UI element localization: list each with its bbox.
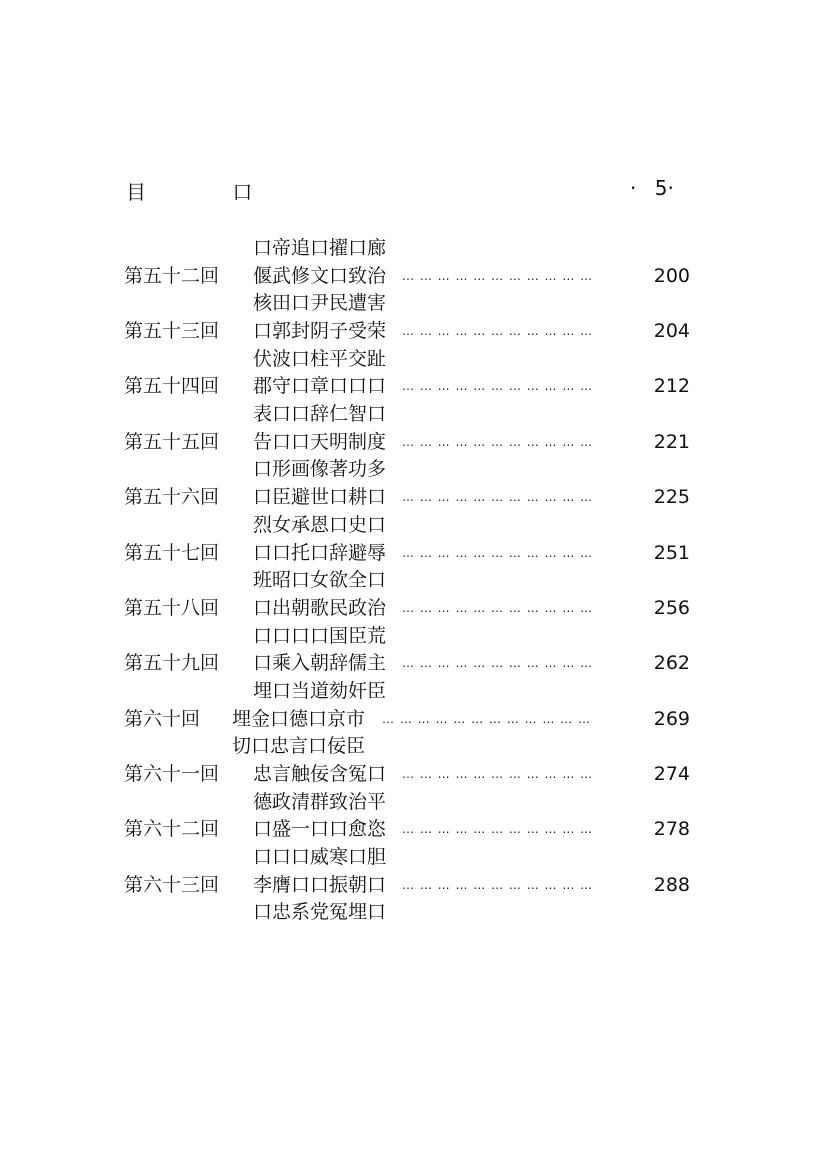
toc-subtitle-line: 班昭口女欲全口 xyxy=(253,569,387,591)
toc-page-number: 288 xyxy=(653,874,690,896)
toc-page-number: 251 xyxy=(653,542,690,564)
toc-page-number: 278 xyxy=(653,818,690,840)
toc-chapter-number: 第六十二回 xyxy=(124,818,220,840)
dot-leader: … … … … … … … … … … … xyxy=(402,822,594,836)
toc-chapter-title: 口盛一口口愈恣 xyxy=(253,818,387,840)
toc-chapter-number: 第六十回 xyxy=(124,708,201,730)
toc-page-number: 256 xyxy=(653,597,690,619)
toc-page-number: 221 xyxy=(653,431,690,453)
toc-subtitle-line: 口忠系党冤埋口 xyxy=(253,901,387,923)
toc-page-number: 204 xyxy=(653,320,690,342)
toc-chapter-title: 郡守口章口口口 xyxy=(253,375,387,397)
toc-chapter-number: 第六十一回 xyxy=(124,763,220,785)
toc-chapter-title: 口郭封阴子受荣 xyxy=(253,320,387,342)
dot-leader: … … … … … … … … … … … xyxy=(402,379,594,393)
toc-subtitle-line: 伏波口柱平交趾 xyxy=(253,348,387,370)
toc-page-number: 200 xyxy=(653,265,690,287)
toc-chapter-title: 埋金口德口京市 xyxy=(232,708,366,730)
toc-page-number: 225 xyxy=(653,486,690,508)
dot-leader: … … … … … … … … … … … xyxy=(402,656,594,670)
toc-page-number: 212 xyxy=(653,375,690,397)
toc-chapter-title: 偃武修文口致治 xyxy=(253,265,387,287)
toc-chapter-number: 第五十九回 xyxy=(124,652,220,674)
toc-chapter-number: 第五十二回 xyxy=(124,265,220,287)
dot-leader: … … … … … … … … … … … xyxy=(402,324,594,338)
dot-leader: … … … … … … … … … … … xyxy=(402,767,594,781)
dot-leader: … … … … … … … … … … … xyxy=(402,435,594,449)
toc-page-number: 269 xyxy=(653,708,690,730)
toc-subtitle-line: 口口口口国臣荒 xyxy=(253,625,387,647)
toc-chapter-title: 口出朝歌民政治 xyxy=(253,597,387,619)
toc-chapter-title: 李膺口口振朝口 xyxy=(253,874,387,896)
running-header-page-number: · 5· xyxy=(630,176,674,200)
toc-subtitle-line: 核田口尹民遭害 xyxy=(253,292,387,314)
toc-chapter-title: 口臣避世口耕口 xyxy=(253,486,387,508)
toc-page-number: 262 xyxy=(653,652,690,674)
toc-chapter-number: 第五十六回 xyxy=(124,486,220,508)
dot-leader: … … … … … … … … … … … xyxy=(402,878,594,892)
toc-chapter-title: 口口托口辞避辱 xyxy=(253,542,387,564)
toc-chapter-number: 第五十四回 xyxy=(124,375,220,397)
toc-chapter-number: 第五十五回 xyxy=(124,431,220,453)
toc-chapter-number: 第五十三回 xyxy=(124,320,220,342)
toc-chapter-number: 第五十八回 xyxy=(124,597,220,619)
dot-leader: … … … … … … … … … … … xyxy=(402,546,594,560)
toc-chapter-title: 口乘入朝辞儒主 xyxy=(253,652,387,674)
dot-leader: … … … … … … … … … … … xyxy=(402,269,594,283)
running-header-title: 目 口 xyxy=(126,180,293,204)
dot-leader: … … … … … … … … … … … … xyxy=(382,712,591,726)
toc-chapter-title: 告口口天明制度 xyxy=(253,431,387,453)
toc-subtitle-line: 口口口威寒口胆 xyxy=(253,846,387,868)
toc-subtitle-line: 德政清群致治平 xyxy=(253,791,387,813)
toc-subtitle-line: 口形画像著功多 xyxy=(253,458,387,480)
dot-leader: … … … … … … … … … … … xyxy=(402,601,594,615)
toc-subtitle-line: 切口忠言口佞臣 xyxy=(232,735,366,757)
toc-subtitle-line: 表口口辞仁智口 xyxy=(253,403,387,425)
toc-chapter-number: 第五十七回 xyxy=(124,542,220,564)
toc-subtitle-line: 烈女承恩口史口 xyxy=(253,514,387,536)
toc-chapter-title: 忠言触佞含冤口 xyxy=(253,763,387,785)
dot-leader: … … … … … … … … … … … xyxy=(402,490,594,504)
toc-subtitle-line: 埋口当道劾奸臣 xyxy=(253,680,387,702)
toc-page-number: 274 xyxy=(653,763,690,785)
toc-subtitle-line: 口帝追口擢口廊 xyxy=(253,237,387,259)
toc-chapter-number: 第六十三回 xyxy=(124,874,220,896)
